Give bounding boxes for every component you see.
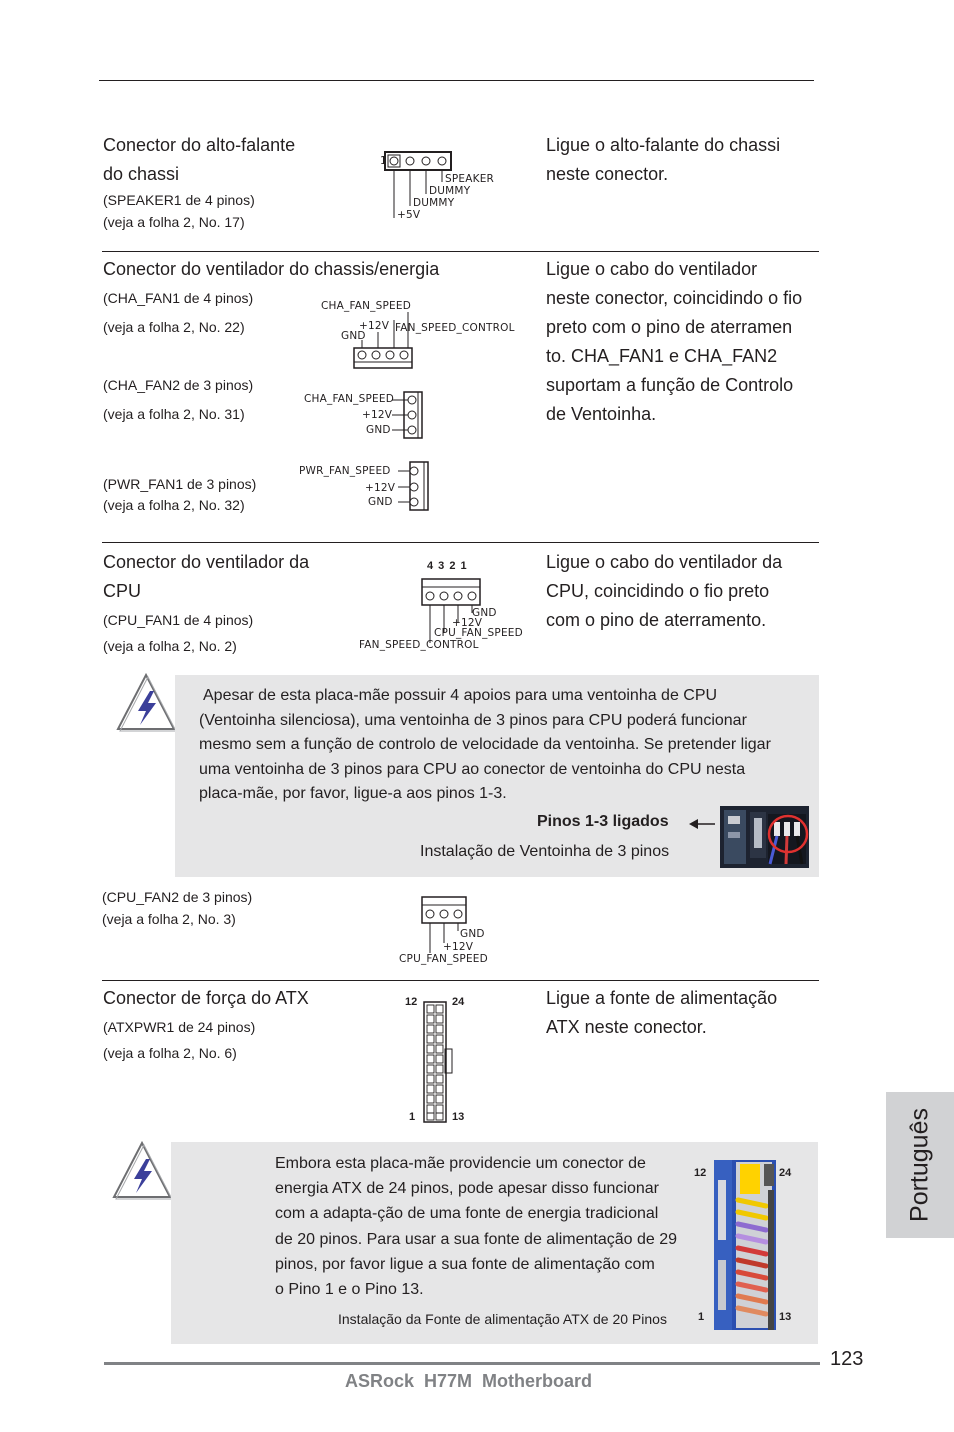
- pwr-fan1-label-speed: PWR_FAN_SPEED: [299, 465, 391, 477]
- cha-fan1-label-speed: CHA_FAN_SPEED: [321, 300, 411, 312]
- caution-icon-2: [112, 1141, 172, 1199]
- chassis-fan-sub2: (veja a folha 2, No. 22): [103, 319, 245, 335]
- atx-sub1: (ATXPWR1 de 24 pinos): [103, 1019, 256, 1035]
- pwr-fan1-connector-graphic: [398, 462, 434, 512]
- cpu-fan1-pin-numbers: 4 3 2 1: [427, 560, 468, 572]
- cha-fan1-label-control: FAN_SPEED_CONTROL: [395, 322, 515, 334]
- cpu-fan2-label-speed: CPU_FAN_SPEED: [399, 953, 488, 965]
- pwr-fan1-label-12v: +12V: [365, 482, 396, 494]
- cha-fan2-label-12v: +12V: [362, 409, 393, 421]
- speaker-sub2: (veja a folha 2, No. 17): [103, 214, 245, 230]
- language-side-tab-label: Português: [905, 1108, 934, 1222]
- speaker-pin1-label: 1: [380, 155, 387, 167]
- cpu-fan2-sub2: (veja a folha 2, No. 3): [102, 911, 236, 927]
- cha-fan2-label-gnd: GND: [366, 424, 391, 436]
- cpu-fan1-label-12v: +12V: [452, 617, 483, 629]
- speaker-label-dummy2: DUMMY: [413, 197, 455, 209]
- top-rule: [99, 80, 814, 81]
- cpu-fan2-sub1: (CPU_FAN2 de 3 pinos): [102, 889, 253, 905]
- atx-photo-pin-1: 1: [698, 1311, 705, 1323]
- cha-fan2-label-speed: CHA_FAN_SPEED: [304, 393, 394, 405]
- atx-pin-13-label: 13: [452, 1111, 465, 1123]
- atx-pin-24-label: 24: [452, 996, 465, 1008]
- chassis-fan-sub6: (veja a folha 2, No. 32): [103, 497, 245, 513]
- chassis-fan-description: Ligue o cabo do ventilador neste conector, coincidindo o fio preto com o pino de aterramen to. CHA_FAN1 e CHA_FAN2 suportam a função de Controlo de Ventoinha.: [546, 259, 803, 424]
- note1-install-label: Instalação de Ventoinha de 3 pinos: [420, 843, 670, 860]
- page-number: 123: [830, 1348, 864, 1370]
- pwr-fan1-label-gnd: GND: [368, 496, 393, 508]
- divider-1: [102, 251, 819, 252]
- chassis-fan-sub4: (veja a folha 2, No. 31): [103, 406, 245, 422]
- chassis-fan-sub1: (CHA_FAN1 de 4 pinos): [103, 290, 254, 306]
- footer-product: ASRock H77M Motherboard: [345, 1371, 593, 1391]
- caution-icon: [116, 673, 176, 731]
- speaker-sub1: (SPEAKER1 de 4 pinos): [103, 192, 255, 208]
- cpu-fan-title: Conector do ventilador da CPU: [103, 552, 310, 601]
- atx-description: Ligue a fonte de alimentação ATX neste conector.: [546, 988, 778, 1037]
- atx-connector-graphic: [423, 1001, 455, 1125]
- speaker-label-speaker: SPEAKER: [445, 173, 495, 185]
- arrow-left-icon: [689, 818, 717, 830]
- speaker-description: Ligue o alto-falante do chassi neste conector.: [546, 135, 781, 184]
- speaker-label-dummy1: DUMMY: [429, 185, 471, 197]
- atx-photo-pin-12: 12: [694, 1167, 707, 1179]
- atx-photo-pin-13: 13: [779, 1311, 792, 1323]
- atx-photo-pin-24: 24: [779, 1167, 792, 1179]
- cha-fan1-connector-graphic: [352, 312, 416, 372]
- cpu-fan1-label-control: FAN_SPEED_CONTROL: [359, 639, 479, 651]
- divider-3: [102, 980, 819, 981]
- cha-fan1-label-12v: +12V: [359, 320, 390, 332]
- cha-fan2-connector-graphic: [392, 392, 432, 440]
- cpu-fan1-label-speed: CPU_FAN_SPEED: [434, 627, 523, 639]
- chassis-fan-sub3: (CHA_FAN2 de 3 pinos): [103, 377, 254, 393]
- note2-text: Embora esta placa-mãe providencie um conector de energia ATX de 24 pinos, pode apesar disso funcionar com a adapta-ção de uma fonte de energia tradicional de 20 pinos. Para usar a sua fonte de alimentação de 29 pinos, por favor ligue a sua fonte de alimentação com o Pino 1 e o Pino 13.: [275, 1155, 678, 1299]
- cpu-fan-photo: [720, 806, 809, 868]
- speaker-title: Conector do alto-falante do chassi: [103, 135, 296, 184]
- atx-power-photo: [714, 1160, 776, 1330]
- cpu-fan-sub2: (veja a folha 2, No. 2): [103, 638, 237, 654]
- note2-install-label: Instalação da Fonte de alimentação ATX de 20 Pinos: [338, 1311, 667, 1327]
- atx-pin-12-label: 12: [405, 996, 418, 1008]
- cpu-fan2-label-gnd: GND: [460, 928, 485, 940]
- speaker-label-5v: +5V: [397, 209, 421, 221]
- atx-title: Conector de força do ATX: [103, 988, 309, 1008]
- cha-fan1-label-gnd: GND: [341, 330, 366, 342]
- note1-pins-label: Pinos 1-3 ligados: [537, 813, 669, 830]
- divider-2: [102, 542, 819, 543]
- chassis-fan-sub5: (PWR_FAN1 de 3 pinos): [103, 476, 257, 492]
- chassis-fan-title: Conector do ventilador do chassis/energia: [103, 259, 440, 279]
- cpu-fan-description: Ligue o cabo do ventilador da CPU, coincidindo o fio preto com o pino de aterramento.: [546, 552, 783, 630]
- footer-rule: [104, 1362, 820, 1365]
- cpu-fan2-label-12v: +12V: [443, 941, 474, 953]
- cpu-fan1-label-gnd: GND: [472, 607, 497, 619]
- cpu-fan-sub1: (CPU_FAN1 de 4 pinos): [103, 612, 254, 628]
- language-side-tab: [886, 1092, 954, 1238]
- note1-text: Apesar de esta placa-mãe possuir 4 apoios para uma ventoinha de CPU (Ventoinha silenciosa), uma ventoinha de 3 pinos para CPU poderá funcionar mesmo sem a função de controlo de velocidade da ventoinha. Se pretender ligar uma ventoinha de 3 pinos para CPU ao conector de ventoinha do CPU nesta placa-mãe, por favor, ligue-a aos pinos 1-3.: [199, 687, 771, 802]
- atx-sub2: (veja a folha 2, No. 6): [103, 1045, 237, 1061]
- atx-pin-1-label: 1: [409, 1111, 416, 1123]
